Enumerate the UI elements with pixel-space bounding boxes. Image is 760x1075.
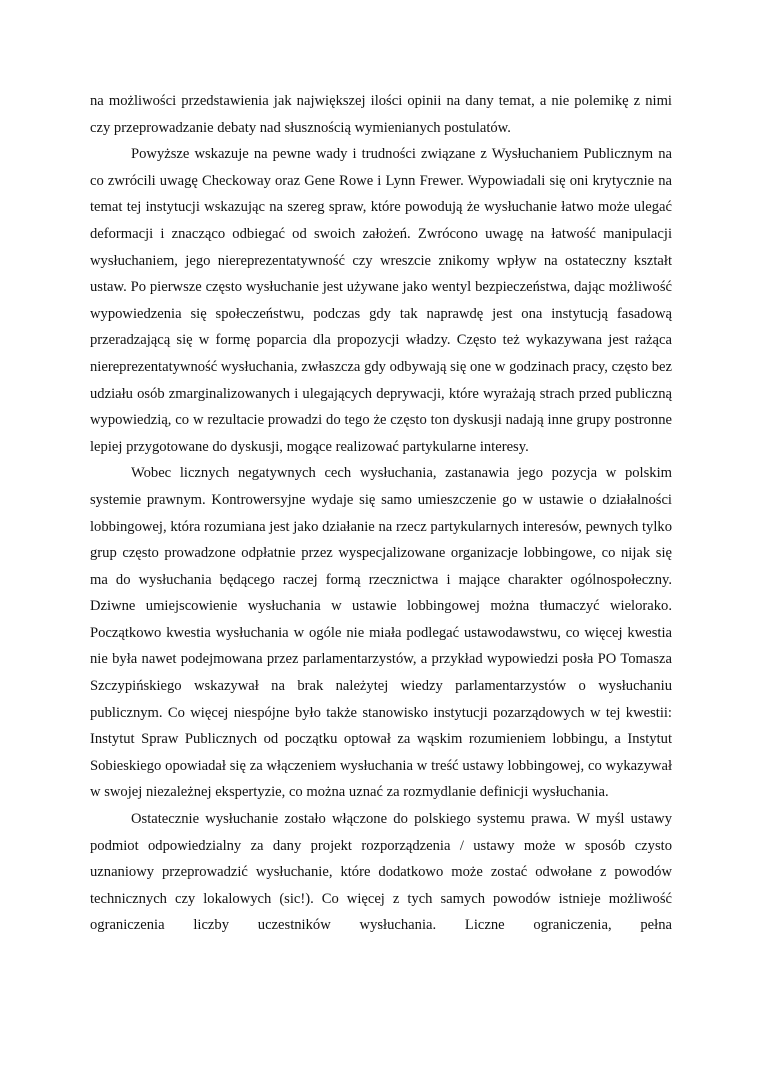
paragraph-public-hearing-flaws: Powyższe wskazuje na pewne wady i trudności związane z Wysłuchaniem Publicznym na co zwrócili uwagę Checkoway oraz Gene Rowe i Lynn Frewer. Wypowiadali się oni krytycznie na temat tej instytucji wskazując na szereg spraw, które powodują że wysłuchanie łatwo może ulegać deformacji i znacząco odbiegać od swoich założeń. Zwrócono uwagę na łatwość manipulacji wysłuchaniem, jego niereprezentatywność czy wreszcie znikomy wpływ na ostateczny kształt ustaw. Po pierwsze często wysłuchanie jest używane jako wentyl bezpieczeństwa, dając możliwość wypowiedzenia się społeczeństwu, podczas gdy tak naprawdę jest ona instytucją fasadową przeradzającą się w formę poparcia dla propozycji władzy. Często też wykazywana jest rażąca niereprezentatywność wysłuchania, zwłaszcza gdy odbywają się one w godzinach pracy, często bez udziału osób zmarginalizowanych i ulegających deprywacji, które wyrażają strach przed publiczną wypowiedzią, co w rezultacie prowadzi do tego że często ton dyskusji nadają inne grupy postronne lepiej przygotowane do dyskusji, mogące realizować partykularne interesy. — [90, 146, 672, 455]
paragraph-inclusion-in-law: Ostatecznie wysłuchanie zostało włączone do polskiego systemu prawa. W myśl ustawy podmiot odpowiedzialny za dany projekt rozporządzenia / ustawy może w sposób czysto uznaniowy przeprowadzić wysłuchanie, które dodatkowo może zostać odwołane z powodów technicznych czy lokalowych (sic!). Co więcej z tych samych powodów istnieje możliwość ograniczenia liczby uczestników wysłuchania. Liczne ograniczenia, pełna — [90, 811, 672, 934]
paragraph-legal-position: Wobec licznych negatywnych cech wysłuchania, zastanawia jego pozycja w polskim systemie prawnym. Kontrowersyjne wydaje się samo umieszczenie go w ustawie o działalności lobbingowej, która rozumiana jest jako działanie na rzecz partykularnych interesów, pewnych tylko grup często prowadzone odpłatnie przez wyspecjalizowane organizacje lobbingowe, co nijak się ma do wysłuchania będącego raczej formą rzecznictwa i mające charakter ogólnospołeczny. Dziwne umiejscowienie wysłuchania w ustawie lobbingowej można tłumaczyć wielorako. Początkowo kwestia wysłuchania w ogóle nie miała podlegać ustawodawstwu, co więcej kwestia nie była nawet podejmowana przez parlamentarzystów, a przykład wypowiedzi posła PO Tomasza Szczypińskiego wskazywał na brak należytej wiedzy parlamentarzystów o wysłuchaniu publicznym. Co więcej niespójne było także stanowisko instytucji pozarządowych w tej kwestii: Instytut Spraw Publicznych od początku optował za wąskim rozumieniem lobbingu, a Instytut Sobieskiego opowiadał się za włączeniem wysłuchania w treść ustawy lobbingowej, co wykazywał w swojej niezależnej ekspertyzie, co można uznać za rozmydlanie definicji wysłuchania. — [90, 465, 672, 801]
document-body — [90, 88, 672, 939]
paragraph-continued: na możliwości przedstawienia jak największej ilości opinii na dany temat, a nie polemikę z nimi czy przeprowadzanie debaty nad słusznością wymienianych postulatów. — [90, 93, 672, 136]
